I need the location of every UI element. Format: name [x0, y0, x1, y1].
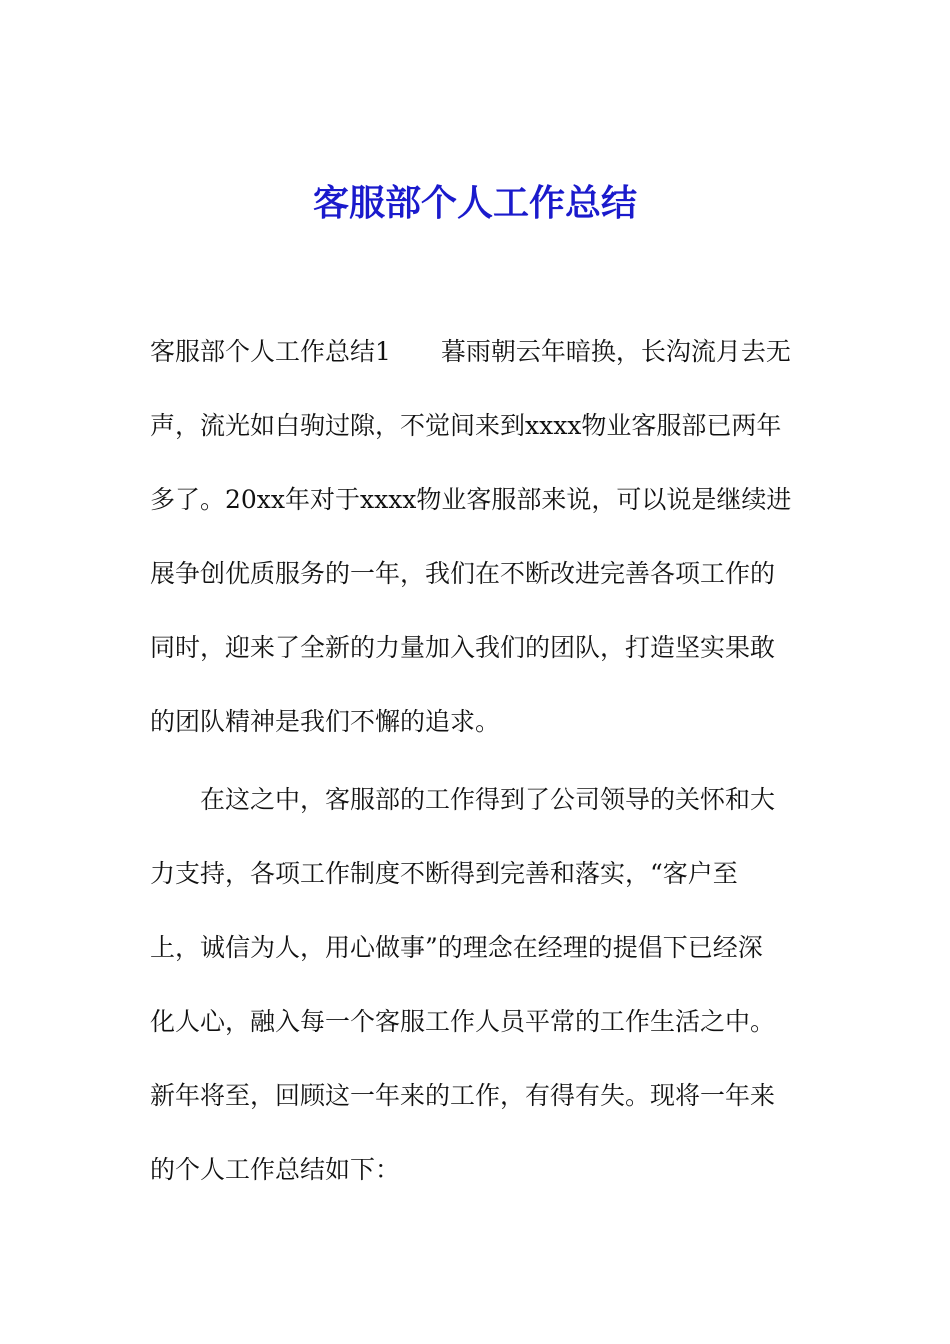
body-line: 同时，迎来了全新的力量加入我们的团队，打造坚实果敢 [150, 633, 776, 662]
body-line: 化人心，融入每一个客服工作人员平常的工作生活之中。 [150, 1007, 776, 1036]
body-line: 展争创优质服务的一年，我们在不断改进完善各项工作的 [150, 559, 776, 588]
body-line: 力支持，各项工作制度不断得到完善和落实，“客户至 [150, 859, 738, 888]
body-line: 的个人工作总结如下： [150, 1155, 401, 1184]
body-line: 的团队精神是我们不懈的追求。 [150, 707, 501, 736]
body-line: 声，流光如白驹过隙，不觉间来到xxxx物业客服部已两年 [150, 411, 782, 440]
body-line: 客服部个人工作总结1 暮雨朝云年暗换，长沟流月去无 [150, 337, 791, 366]
body-line: 多了。20xx年对于xxxx物业客服部来说，可以说是继续进 [150, 485, 792, 514]
document-title: 客服部个人工作总结 [312, 182, 637, 224]
body-line: 上，诚信为人，用心做事”的理念在经理的提倡下已经深 [150, 933, 763, 962]
body-line: 新年将至，回顾这一年来的工作，有得有失。现将一年来 [150, 1081, 776, 1110]
body-line: 在这之中，客服部的工作得到了公司领导的关怀和大 [150, 785, 776, 814]
